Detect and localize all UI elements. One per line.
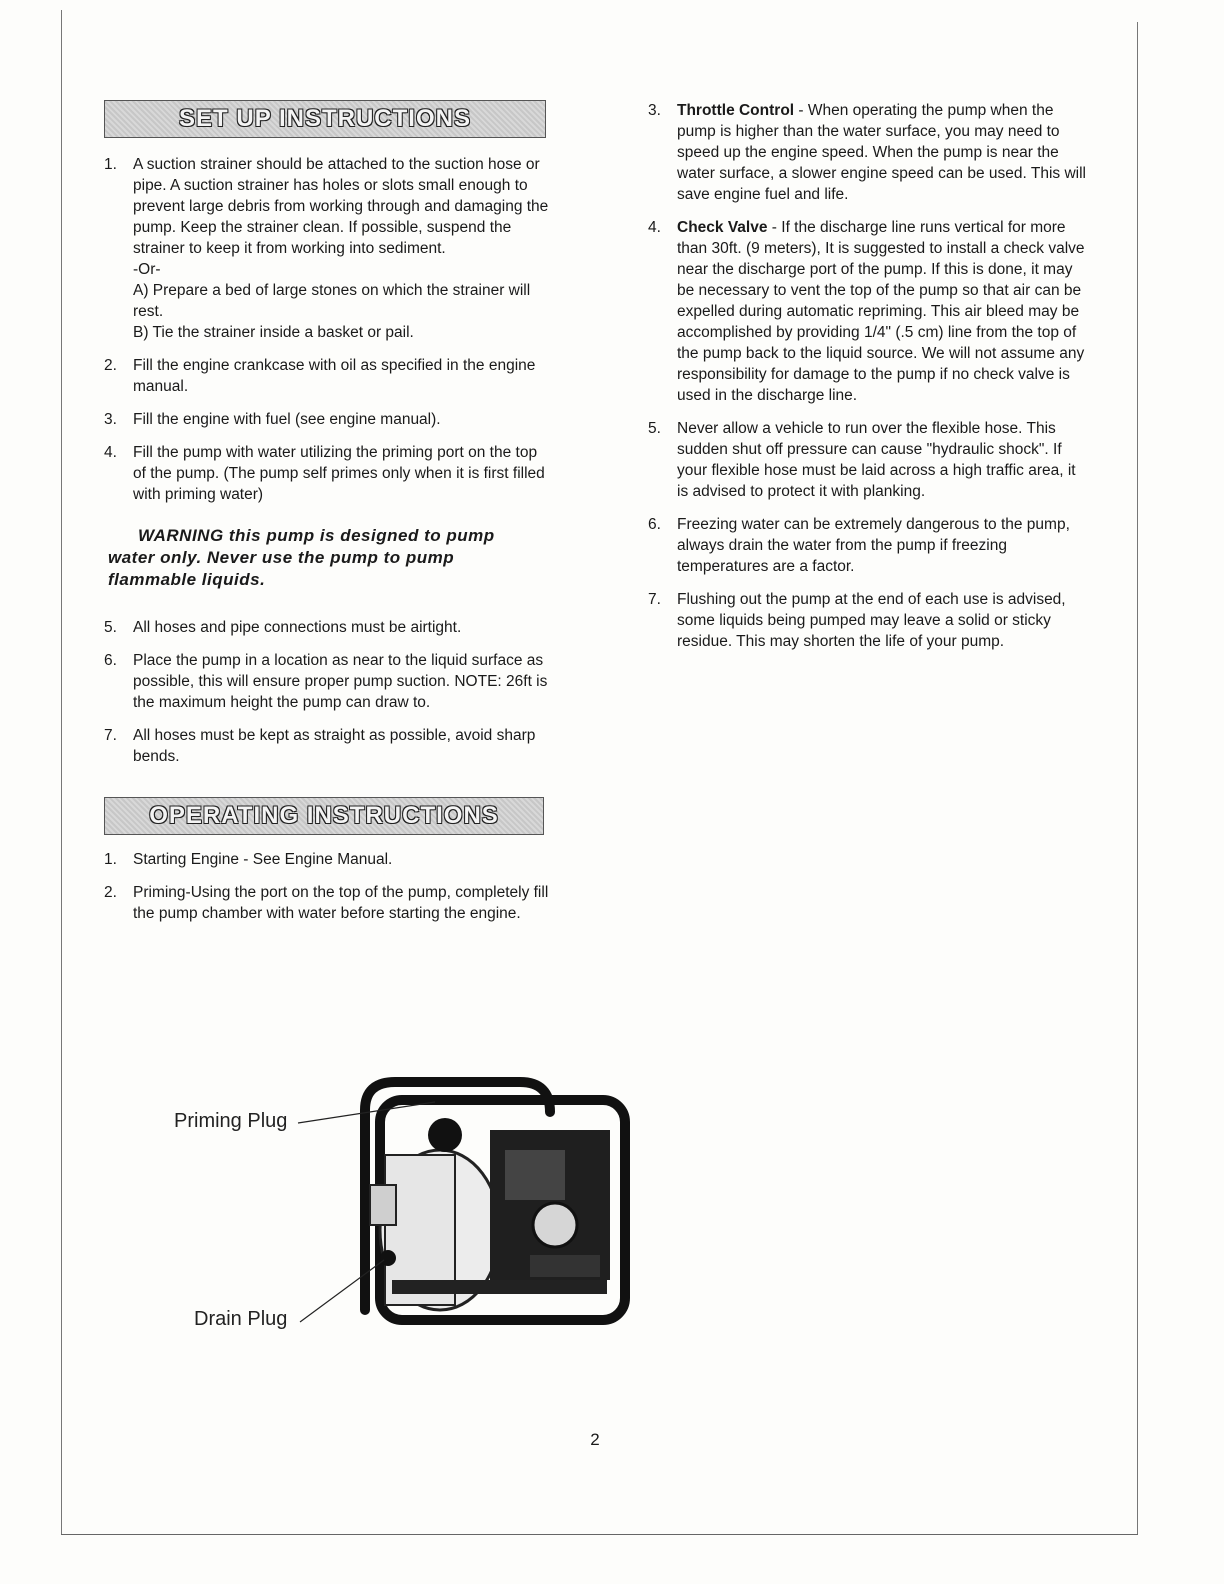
setup-item-4	[104, 442, 549, 505]
operating-item-7	[648, 589, 1088, 652]
setup-item-1-option-b: B) Tie the strainer inside a basket or pail.	[133, 324, 414, 341]
right-column	[648, 100, 1088, 664]
left-column	[104, 100, 549, 936]
warning-line: water only. Never use the pump to pump	[108, 548, 455, 567]
operating-item-1	[104, 849, 549, 870]
setup-item-7	[104, 725, 549, 767]
warning-note	[108, 525, 549, 591]
item-title: Check Valve	[677, 219, 768, 236]
setup-item-text: All hoses and pipe connections must be airtight.	[133, 619, 462, 636]
operating-item-2	[104, 882, 549, 924]
setup-item-text: Fill the engine with fuel (see engine manual).	[133, 411, 441, 428]
setup-list-continued	[104, 617, 549, 767]
operating-item-text	[677, 100, 1088, 205]
operating-item-6	[648, 514, 1088, 577]
setup-heading-banner	[104, 100, 546, 138]
setup-list	[104, 154, 549, 505]
list-number: 1.	[104, 851, 117, 868]
item-description: - When operating the pump when the pump is higher than the water surface, you may need to speed up the engine speed. When the pump is near the water surface, a slower engine speed can be used. This will save engine fuel and life.	[677, 102, 1086, 203]
operating-heading-banner	[104, 797, 544, 835]
operating-section	[104, 797, 549, 924]
list-number: 4.	[104, 444, 117, 461]
list-number: 3.	[648, 102, 661, 119]
setup-item-text: Fill the engine crankcase with oil as specified in the engine manual.	[133, 357, 536, 395]
setup-item-1-main: A suction strainer should be attached to the suction hose or pipe. A suction strainer has holes or slots small enough to prevent large debris from working through and damaging the pump. Keep the strainer clean. If possible, suspend the strainer to keep it from working into sediment.	[133, 156, 549, 257]
page-border-bottom	[61, 1534, 1138, 1535]
page-border-left	[61, 10, 62, 1535]
setup-heading: SET UP INSTRUCTIONS	[179, 105, 471, 132]
setup-item-text: Place the pump in a location as near to the liquid surface as possible, this will ensure proper pump suction. NOTE: 26ft is the maximum height the pump can draw to.	[133, 652, 548, 711]
operating-heading: OPERATING INSTRUCTIONS	[149, 802, 499, 829]
list-number: 6.	[104, 652, 117, 669]
page-number: 2	[590, 1430, 600, 1449]
setup-item-6	[104, 650, 549, 713]
list-number: 7.	[648, 591, 661, 608]
warning-line: flammable liquids.	[108, 570, 266, 589]
operating-item-4	[648, 217, 1088, 406]
list-number: 2.	[104, 884, 117, 901]
list-number: 7.	[104, 727, 117, 744]
setup-item-1-or: -Or-	[133, 261, 161, 278]
setup-item-2	[104, 355, 549, 397]
list-number: 5.	[104, 619, 117, 636]
operating-item-text: Flushing out the pump at the end of each use is advised, some liquids being pumped may leave a solid or sticky residue. This may shorten the life of your pump.	[677, 591, 1066, 650]
priming-plug-label: Priming Plug	[174, 1110, 288, 1132]
operating-item-text: Never allow a vehicle to run over the flexible hose. This sudden shut off pressure can cause "hydraulic shock". If your flexible hose must be laid across a high traffic area, it is advised to protect it with planking.	[677, 420, 1076, 500]
item-description: - If the discharge line runs vertical for more than 30ft. (9 meters), It is suggested to install a check valve near the discharge port of the pump. If this is done, it may be necessary to vent the top of the pump so that air can be expelled during automatic repriming. This air bleed may be accomplished by providing 1/4" (.5 cm) line from the top of the pump back to the liquid source. We will not assume any responsibility for damage to the pump if no check valve is used in the discharge line.	[677, 219, 1085, 404]
setup-item-1	[104, 154, 549, 343]
list-number: 2.	[104, 357, 117, 374]
item-title: Throttle Control	[677, 102, 795, 119]
pump-figure	[170, 1070, 640, 1350]
setup-item-3	[104, 409, 549, 430]
list-number: 4.	[648, 219, 661, 236]
setup-item-text: All hoses must be kept as straight as possible, avoid sharp bends.	[133, 727, 536, 765]
operating-item-text: Priming-Using the port on the top of the pump, completely fill the pump chamber with water before starting the engine.	[133, 884, 549, 922]
operating-item-3	[648, 100, 1088, 205]
setup-item-text	[133, 154, 549, 343]
setup-item-1-option-a: A) Prepare a bed of large stones on which the strainer will rest.	[133, 282, 531, 320]
operating-item-5	[648, 418, 1088, 502]
list-number: 5.	[648, 420, 661, 437]
list-number: 6.	[648, 516, 661, 533]
operating-list-continued	[648, 100, 1088, 652]
setup-item-text: Fill the pump with water utilizing the priming port on the top of the pump. (The pump self primes only when it is first filled with priming water)	[133, 444, 545, 503]
warning-line: WARNING this pump is designed to pump	[138, 526, 495, 545]
setup-item-5	[104, 617, 549, 638]
operating-item-text: Freezing water can be extremely dangerous to the pump, always drain the water from the pump if freezing temperatures are a factor.	[677, 516, 1070, 575]
list-number: 3.	[104, 411, 117, 428]
list-number: 1.	[104, 156, 117, 173]
page-border-right	[1137, 22, 1138, 1534]
operating-list	[104, 849, 549, 924]
drain-plug-label: Drain Plug	[194, 1308, 288, 1330]
operating-item-text	[677, 217, 1088, 406]
operating-item-text: Starting Engine - See Engine Manual.	[133, 851, 393, 868]
